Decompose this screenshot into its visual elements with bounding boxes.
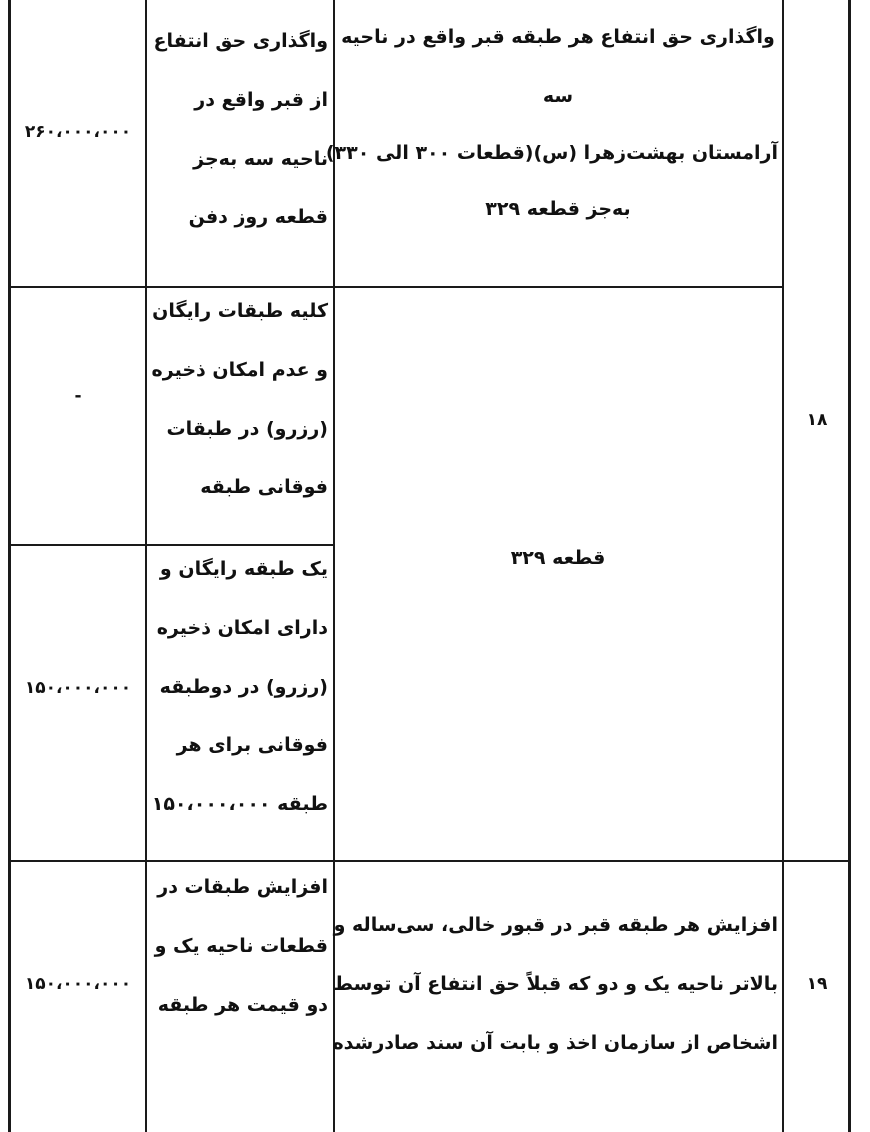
location-line: بالاتر ناحیه یک و دو که قبلاً حق انتفاع آن توسط [333,972,778,995]
description-cell [150,876,328,1016]
row-divider [8,544,335,546]
description-line: (رزرو) در طبقات [166,417,328,440]
location-cell [332,914,778,1054]
description-line: افزایش طبقات در [157,876,328,898]
column-divider [333,0,335,1132]
description-line: دو قیمت هر طبقه [157,993,328,1016]
row-divider [8,286,784,288]
price-cell: ۱۵۰،۰۰۰،۰۰۰ [24,678,132,698]
price-cell: ۲۶۰،۰۰۰،۰۰۰ [24,122,132,142]
row-number: ۱۹ [806,974,828,994]
price-cell: ۱۵۰،۰۰۰،۰۰۰ [24,974,132,994]
location-line: به‌جز قطعه ۳۲۹ [485,198,631,221]
description-line: از قبر واقع در [194,88,328,111]
description-line: فوقانی برای هر [176,734,328,757]
location-line: اشخاص از سازمان اخذ و بابت آن سند صادرشده [332,1031,778,1054]
column-divider [145,0,147,1132]
location-cell: قطعه ۳۲۹ [510,547,606,569]
table-border-right [848,0,851,1132]
location-line: واگذاری حق انتفاع هر طبقه قبر واقع در ناحیه [341,26,775,48]
location-line: آرامستان بهشت‌زهرا (س)(قطعات ۳۰۰ الی ۳۳۰) [325,141,778,164]
description-line: فوقانی طبقه [200,476,328,499]
description-line: طبقه ۱۵۰،۰۰۰،۰۰۰ [151,793,328,816]
description-cell [150,300,328,499]
table-border-left [8,0,11,1132]
description-line: قطعات ناحیه یک و [154,934,328,957]
description-cell [150,30,328,229]
location-cell [325,26,778,221]
row-divider [8,860,851,862]
description-line: یک طبقه رایگان و [159,558,328,580]
description-line: دارای امکان ذخیره [156,616,328,639]
description-cell [150,558,328,816]
column-divider [782,0,784,1132]
description-line: و عدم امکان ذخیره [151,358,328,381]
description-line: (رزرو) در دوطبقه [159,675,328,698]
location-line: افزایش هر طبقه قبر در قبور خالی، سی‌ساله و [333,914,778,936]
description-line: واگذاری حق انتفاع [153,30,328,52]
description-line: ناحیه سه به‌جز [193,147,328,170]
price-cell: - [74,386,82,406]
description-line: کلیه طبقات رایگان [152,300,328,322]
description-line: قطعه روز دفن [188,206,328,229]
location-line: سه [542,84,574,107]
row-number: ۱۸ [806,410,828,430]
